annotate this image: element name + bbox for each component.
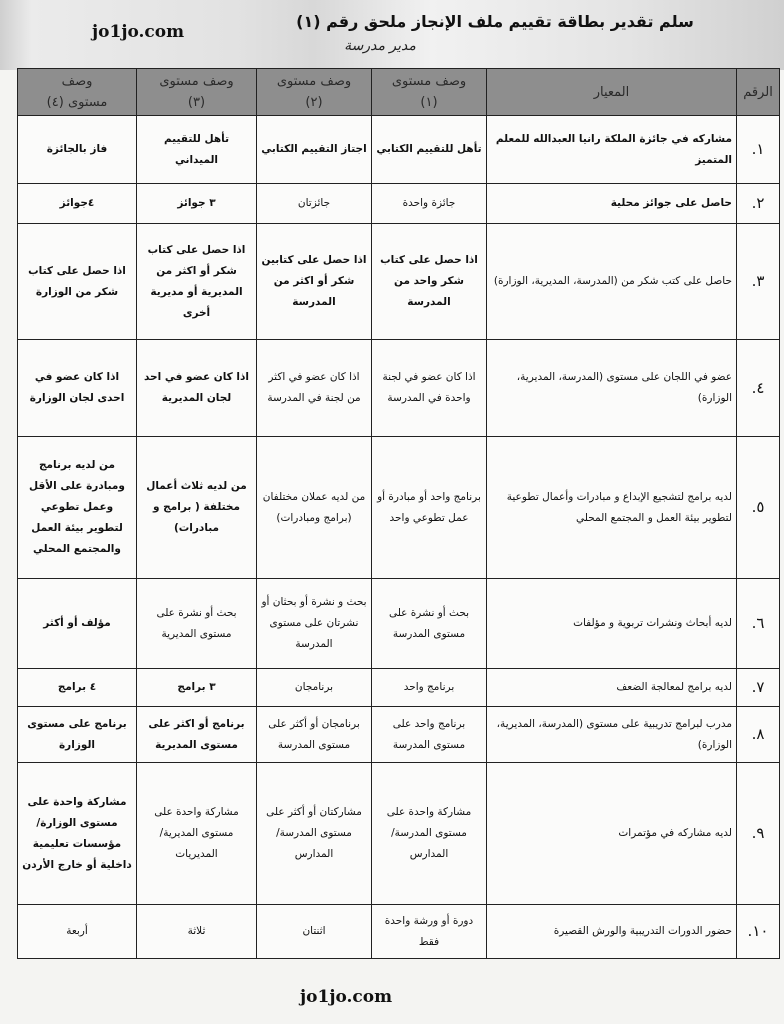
header-level-2-number: (٢) [305, 95, 323, 110]
row-number: ٥. [737, 437, 780, 579]
table-row [18, 707, 780, 763]
level-1-cell: اذا كان عضو في لجنة واحدة في المدرسة [372, 340, 487, 437]
level-3-cell: اذا كان عضو في احد لجان المديرية [137, 340, 257, 437]
watermark-bottom: jo1jo.com [300, 987, 393, 1007]
criterion-cell: حاصل على كتب شكر من (المدرسة، المديرية، الوزارة) [487, 224, 737, 340]
level-4-cell: أربعة [18, 905, 137, 959]
criterion-cell: لديه أبحاث ونشرات تربوية و مؤلفات [487, 579, 737, 669]
criterion-cell: عضو في اللجان على مستوى (المدرسة، المديرية، الوزارة) [487, 340, 737, 437]
criterion-cell: لديه برامج لمعالجة الضعف [487, 669, 737, 707]
header-level-1 [372, 69, 487, 116]
handwritten-note: مدير مدرسة [344, 38, 416, 54]
level-3-cell: ٣ برامج [137, 669, 257, 707]
level-2-cell: من لديه عملان مختلفان (برامج ومبادرات) [257, 437, 372, 579]
watermark-top: jo1jo.com [92, 22, 185, 42]
level-3-cell: ٣ جوائز [137, 184, 257, 224]
level-1-cell: اذا حصل على كتاب شكر واحد من المدرسة [372, 224, 487, 340]
header-level-3-title: وصف مستوى [159, 74, 234, 89]
level-1-cell: دورة أو ورشة واحدة فقط [372, 905, 487, 959]
criterion-cell: مدرب لبرامج تدريبية على مستوى (المدرسة، المديرية، الوزارة) [487, 707, 737, 763]
level-1-cell: جائزة واحدة [372, 184, 487, 224]
header-level-1-number: (١) [420, 95, 438, 110]
table-row [18, 340, 780, 437]
row-number: ٧. [737, 669, 780, 707]
level-2-cell: اذا كان عضو في اكثر من لجنة في المدرسة [257, 340, 372, 437]
level-2-cell: اجتاز التقييم الكتابي [257, 116, 372, 184]
header-level-2-title: وصف مستوى [276, 74, 352, 89]
level-3-cell: برنامج أو اكثر على مستوى المديرية [137, 707, 257, 763]
header-level-3 [137, 69, 257, 116]
level-2-cell: مشاركتان أو أكثر على مستوى المدرسة/المدارس [257, 763, 372, 905]
level-1-cell: برنامج واحد [372, 669, 487, 707]
row-number: ٦. [737, 579, 780, 669]
row-number: ٨. [737, 707, 780, 763]
header-level-4 [18, 69, 137, 116]
level-2-cell: برنامجان أو أكثر على مستوى المدرسة [257, 707, 372, 763]
header-level-4-title: وصف [61, 74, 93, 89]
criterion-cell: حضور الدورات التدريبية والورش القصيرة [487, 905, 737, 959]
header-number: الرقم [737, 69, 780, 116]
header-level-2 [257, 69, 372, 116]
level-1-cell: بحث أو نشرة على مستوى المدرسة [372, 579, 487, 669]
level-1-cell: مشاركة واحدة على مستوى المدرسة/المدارس [372, 763, 487, 905]
level-4-cell: مشاركة واحدة على مستوى الوزارة/مؤسسات تعليمية داخلية أو خارج الأردن [18, 763, 137, 905]
level-3-cell: اذا حصل على كتاب شكر أو اكثر من المديرية أو مديرية أخرى [137, 224, 257, 340]
header-level-4-number: مستوى (٤) [46, 95, 108, 110]
table-row [18, 116, 780, 184]
row-number: ٣. [737, 224, 780, 340]
level-3-cell: بحث أو نشرة على مستوى المديرية [137, 579, 257, 669]
row-number: ٤. [737, 340, 780, 437]
table-row [18, 579, 780, 669]
table-row [18, 763, 780, 905]
table-row [18, 224, 780, 340]
level-2-cell: برنامجان [257, 669, 372, 707]
level-4-cell: ٤ برامج [18, 669, 137, 707]
level-2-cell: جائزتان [257, 184, 372, 224]
header-level-1-title: وصف مستوى [391, 74, 467, 89]
level-4-cell: مؤلف أو أكثر [18, 579, 137, 669]
table-row [18, 905, 780, 959]
level-2-cell: اذا حصل على كتابين شكر أو اكثر من المدرسة [257, 224, 372, 340]
header-row [18, 69, 780, 116]
level-4-cell: من لديه برنامج ومبادرة على الأقل وعمل تطوعي لتطوير بيئة العمل والمجتمع المحلي [18, 437, 137, 579]
row-number: ١٠. [737, 905, 780, 959]
header-level-3-number: (٣) [187, 95, 206, 110]
row-number: ٢. [737, 184, 780, 224]
level-4-cell: اذا كان عضو في احدى لجان الوزارة [18, 340, 137, 437]
level-2-cell: بحث و نشرة أو بحثان أو نشرتان على مستوى المدرسة [257, 579, 372, 669]
rubric-table [17, 68, 780, 959]
criterion-cell: حاصل على جوائز محلية [487, 184, 737, 224]
table-row [18, 669, 780, 707]
level-4-cell: اذا حصل على كتاب شكر من الوزارة [18, 224, 137, 340]
criterion-cell: مشاركه في جائزة الملكة رانيا العبدالله للمعلم المتميز [487, 116, 737, 184]
level-3-cell: مشاركة واحدة على مستوى المديرية/المديريات [137, 763, 257, 905]
row-number: ٩. [737, 763, 780, 905]
level-3-cell: ثلاثة [137, 905, 257, 959]
header-criterion: المعيار [487, 69, 737, 116]
level-2-cell: اثنتان [257, 905, 372, 959]
level-1-cell: برنامج واحد على مستوى المدرسة [372, 707, 487, 763]
row-number: ١. [737, 116, 780, 184]
criterion-cell: لديه برامج لتشجيع الإبداع و مبادرات وأعمال تطوعية لتطوير بيئة العمل و المجتمع المحلي [487, 437, 737, 579]
criterion-cell: لديه مشاركه في مؤتمرات [487, 763, 737, 905]
level-3-cell: تأهل للتقييم الميداني [137, 116, 257, 184]
table-row [18, 184, 780, 224]
level-4-cell: برنامج على مستوى الوزارة [18, 707, 137, 763]
level-4-cell: ٤جوائز [18, 184, 137, 224]
document-title: سلم تقدير بطاقة تقييم ملف الإنجاز ملحق رقم (١) [296, 12, 694, 31]
table-row [18, 437, 780, 579]
level-4-cell: فاز بالجائزة [18, 116, 137, 184]
level-3-cell: من لديه ثلاث أعمال مختلفة ( برامج و مبادرات) [137, 437, 257, 579]
level-1-cell: تأهل للتقييم الكتابي [372, 116, 487, 184]
level-1-cell: برنامج واحد أو مبادرة أو عمل تطوعي واحد [372, 437, 487, 579]
